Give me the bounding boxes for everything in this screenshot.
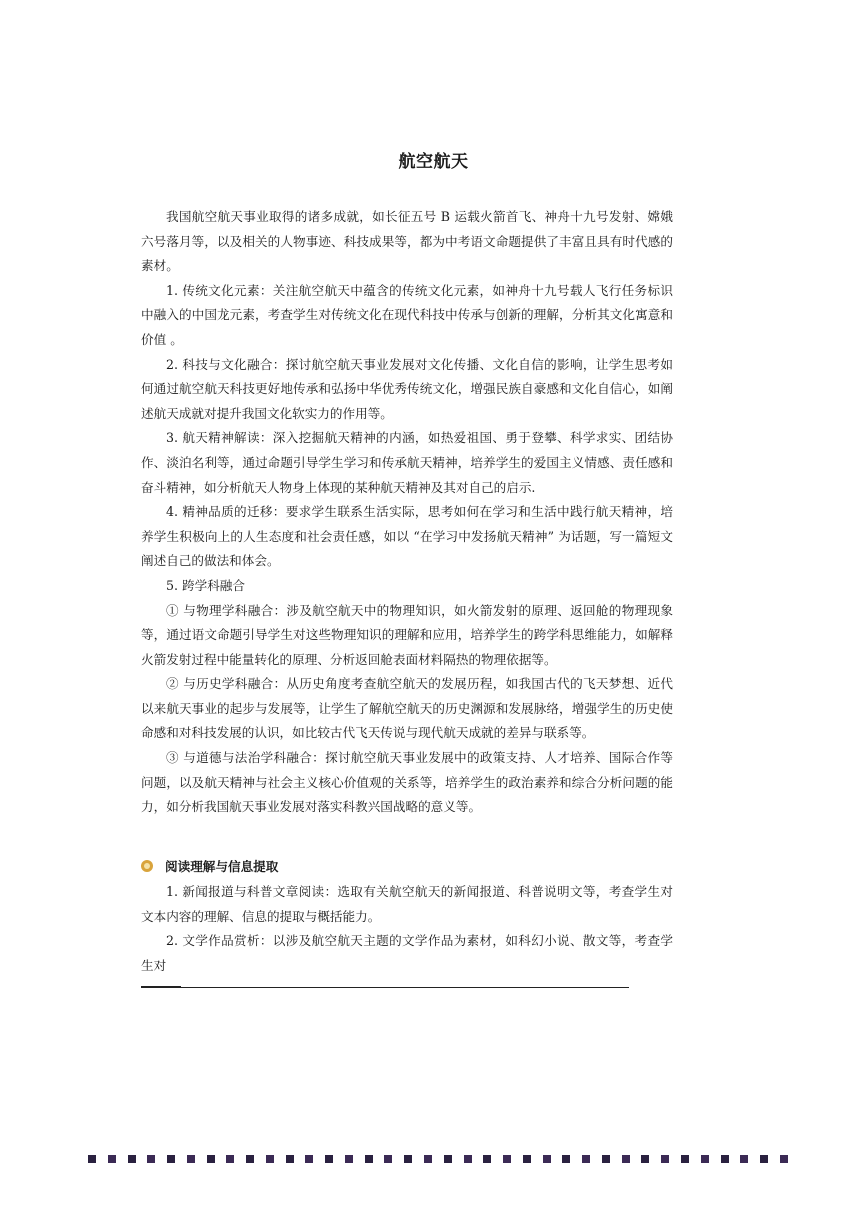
bullet-circle-icon bbox=[141, 860, 153, 872]
decorative-dot bbox=[780, 1155, 788, 1163]
footnote-rule bbox=[141, 987, 629, 988]
paragraph-item-2: 2. 科技与文化融合：探讨航空航天事业发展对文化传播、文化自信的影响，让学生思考如何通过航空航天科技更好地传承和弘扬中华优秀传统文化，增强民族自豪感和文化自信心，如阐述航天成就对提升我国文化软实力的作用等。 bbox=[141, 356, 673, 421]
decorative-dot bbox=[88, 1155, 96, 1163]
section-paragraph-2: 2. 文学作品赏析：以涉及航空航天主题的文学作品为素材，如科幻小说、散文等，考查学生对 bbox=[141, 933, 673, 973]
decorative-dot bbox=[226, 1155, 234, 1163]
decorative-dot bbox=[602, 1155, 610, 1163]
decorative-dot bbox=[187, 1155, 195, 1163]
decorative-dot bbox=[582, 1155, 590, 1163]
section-body bbox=[141, 880, 673, 978]
section-paragraph-1: 1. 新闻报道与科普文章阅读：选取有关航空航天的新闻报道、科普说明文等，考查学生对文本内容的理解、信息的提取与概括能力。 bbox=[141, 884, 673, 924]
decorative-dot bbox=[345, 1155, 353, 1163]
decorative-dot bbox=[740, 1155, 748, 1163]
paragraph-item-3: 3. 航天精神解读：深入挖掘航天精神的内涵，如热爱祖国、勇于登攀、科学求实、团结协作、淡泊名利等，通过命题引导学生学习和传承航天精神，培养学生的爱国主义情感、责任感和奋斗精神，如分析航天人物身上体现的某种航天精神及其对自己的启示. bbox=[141, 430, 673, 495]
decorative-dot bbox=[721, 1155, 729, 1163]
decorative-dot bbox=[147, 1155, 155, 1163]
section-heading-text: 阅读理解与信息提取 bbox=[165, 859, 279, 874]
decorative-dot bbox=[503, 1155, 511, 1163]
decorative-dot bbox=[286, 1155, 294, 1163]
decorative-dot-border bbox=[88, 1153, 788, 1165]
decorative-dot bbox=[483, 1155, 491, 1163]
intro-body bbox=[141, 205, 673, 820]
decorative-dot bbox=[622, 1155, 630, 1163]
paragraph-item-4: 4. 精神品质的迁移：要求学生联系生活实际，思考如何在学习和生活中践行航天精神，培养学生积极向上的人生态度和社会责任感，如以 “在学习中发扬航天精神” 为话题，写一篇短文阐述自己的做法和体会。 bbox=[141, 504, 673, 569]
decorative-dot bbox=[681, 1155, 689, 1163]
paragraph-sub-1: ① 与物理学科融合：涉及航空航天中的物理知识，如火箭发射的原理、返回舱的物理现象等，通过语文命题引导学生对这些物理知识的理解和应用，培养学生的跨学科思维能力，如解释火箭发射过程中能量转化的原理、分析返回舱表面材料隔热的物理依据等。 bbox=[141, 602, 673, 667]
decorative-dot bbox=[207, 1155, 215, 1163]
section-heading bbox=[141, 856, 278, 875]
paragraph-sub-2: ② 与历史学科融合：从历史角度考查航空航天的发展历程，如我国古代的飞天梦想、近代以来航天事业的起步与发展等，让学生了解航空航天的历史渊源和发展脉络，增强学生的历史使命感和对科技发展的认识，如比较古代飞天传说与现代航天成就的差异与联系等。 bbox=[141, 676, 673, 741]
decorative-dot bbox=[464, 1155, 472, 1163]
decorative-dot bbox=[701, 1155, 709, 1163]
decorative-dot bbox=[108, 1155, 116, 1163]
decorative-dot bbox=[523, 1155, 531, 1163]
page-title: 航空航天 bbox=[398, 152, 469, 172]
decorative-dot bbox=[641, 1155, 649, 1163]
decorative-dot bbox=[543, 1155, 551, 1163]
decorative-dot bbox=[562, 1155, 570, 1163]
decorative-dot bbox=[760, 1155, 768, 1163]
paragraph-item-1: 1. 传统文化元素：关注航空航天中蕴含的传统文化元素，如神舟十九号载人飞行任务标识中融入的中国龙元素，考查学生对传统文化在现代科技中传承与创新的理解，分析其文化寓意和价值 。 bbox=[141, 282, 673, 347]
decorative-dot bbox=[661, 1155, 669, 1163]
decorative-dot bbox=[384, 1155, 392, 1163]
decorative-dot bbox=[404, 1155, 412, 1163]
paragraph-intro: 我国航空航天事业取得的诸多成就，如长征五号 B 运载火箭首飞、神舟十九号发射、嫦娥六号落月等，以及相关的人物事迹、科技成果等，都为中考语文命题提供了丰富且具有时代感的素材。 bbox=[141, 209, 673, 274]
decorative-dot bbox=[424, 1155, 432, 1163]
decorative-dot bbox=[325, 1155, 333, 1163]
paragraph-sub-3: ③ 与道德与法治学科融合：探讨航空航天事业发展中的政策支持、人才培养、国际合作等问题，以及航天精神与社会主义核心价值观的关系等，培养学生的政治素养和综合分析问题的能力，如分析我国航天事业发展对落实科教兴国战略的意义等。 bbox=[141, 750, 673, 815]
decorative-dot bbox=[128, 1155, 136, 1163]
paragraph-item-5: 5. 跨学科融合 bbox=[166, 577, 245, 593]
decorative-dot bbox=[305, 1155, 313, 1163]
decorative-dot bbox=[167, 1155, 175, 1163]
decorative-dot bbox=[266, 1155, 274, 1163]
decorative-dot bbox=[246, 1155, 254, 1163]
decorative-dot bbox=[365, 1155, 373, 1163]
decorative-dot bbox=[444, 1155, 452, 1163]
